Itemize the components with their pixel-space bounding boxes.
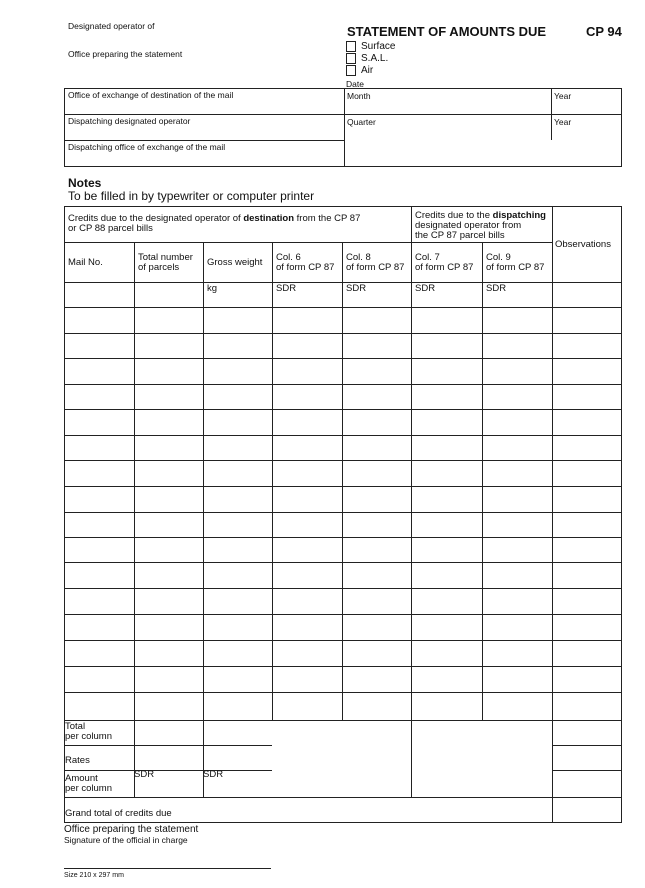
total-per-column-label [65, 722, 112, 742]
form-code: CP 94 [586, 24, 622, 39]
table-row-line [64, 640, 622, 641]
unit-kg: kg [207, 283, 218, 294]
vline-6 [482, 242, 483, 720]
table-row-line [64, 435, 622, 436]
dispatching-office-label: Dispatching office of exchange of the mail [68, 142, 226, 152]
obs-total-line [552, 745, 622, 746]
col7-line1: Col. 7 [415, 252, 440, 263]
footer-size: Size 210 x 297 mm [64, 872, 124, 879]
col-mail-no: Mail No. [68, 257, 103, 268]
group-dest-line2: or CP 88 parcel bills [68, 223, 153, 234]
totals-top-line [64, 720, 622, 721]
unit-sdr-col7: SDR [415, 283, 436, 294]
year2-field[interactable]: Year [554, 117, 572, 127]
col8-line1: Col. 8 [346, 252, 371, 263]
surface-checkbox[interactable] [346, 41, 356, 52]
notes-subtitle: To be filled in by typewriter or computer printer [68, 189, 315, 203]
col-6 [276, 253, 334, 273]
table-row-line [64, 692, 622, 693]
vline-5 [411, 206, 412, 797]
col6-line2: of form CP 87 [276, 262, 335, 273]
amount-per-column-label [65, 774, 112, 794]
col9-line1: Col. 9 [486, 252, 511, 263]
header-bottom-line [64, 282, 622, 283]
table-row-line [64, 486, 622, 487]
air-checkbox[interactable] [346, 65, 356, 76]
vline-3 [272, 242, 273, 720]
amount-line1: Amount [65, 773, 98, 784]
vline-4 [342, 242, 343, 720]
table-row-line [64, 460, 622, 461]
total-line2: per column [65, 731, 112, 742]
unit-sdr-col8: SDR [346, 283, 367, 294]
table-row-line [64, 588, 622, 589]
col-7 [415, 253, 473, 273]
col9-line2: of form CP 87 [486, 262, 545, 273]
group-disp-bold: dispatching [492, 210, 546, 221]
col-gross-weight: Gross weight [207, 257, 263, 268]
total-row-line [64, 745, 272, 746]
group-dest-suffix: from the CP 87 [294, 213, 361, 224]
group-dispatching-header [415, 211, 552, 241]
table-row-line [64, 614, 622, 615]
rates-row-line [64, 770, 272, 771]
col-8 [346, 253, 404, 273]
group-dest-prefix: Credits due to the designated operator of [68, 213, 244, 224]
unit-sdr-col9: SDR [486, 283, 507, 294]
rates-label: Rates [65, 755, 90, 766]
footer-rule [64, 868, 271, 869]
group-disp-line2: designated operator from [415, 220, 522, 231]
total-line1: Total [65, 721, 86, 732]
group-disp-line3: the CP 87 parcel bills [415, 230, 505, 241]
quarter-field[interactable]: Quarter [347, 117, 376, 127]
office-exchange-destination-label: Office of exchange of destination of the mail [68, 90, 234, 100]
grand-total-label: Grand total of credits due [65, 808, 172, 819]
grand-total-line [64, 797, 622, 798]
col6-line1: Col. 6 [276, 252, 301, 263]
year-field[interactable]: Year [554, 91, 572, 101]
vline-2 [203, 242, 204, 797]
obs-rates-line [552, 770, 622, 771]
air-label: Air [361, 65, 374, 76]
surface-label: Surface [361, 41, 396, 52]
credits-table [64, 206, 622, 823]
col-total-line1: Total number [138, 252, 193, 263]
group-disp-prefix: Credits due to the [415, 210, 493, 221]
page-title: STATEMENT OF AMOUNTS DUE [347, 24, 547, 39]
info-divider-2 [64, 140, 345, 141]
table-row-line [64, 512, 622, 513]
info-vdivider-1 [344, 88, 345, 167]
table-row-line [64, 358, 622, 359]
date-label: Date [346, 79, 364, 89]
notes-heading: Notes [68, 176, 102, 190]
amount-sdr-2: SDR [203, 769, 224, 780]
table-row-line [64, 307, 622, 308]
table-row-line [64, 384, 622, 385]
info-vdivider-2 [551, 88, 552, 140]
office-preparing-label: Office preparing the statement [68, 49, 183, 59]
header-group-line [64, 242, 552, 243]
amount-sdr-1: SDR [134, 769, 155, 780]
table-row-line [64, 409, 622, 410]
col7-line2: of form CP 87 [415, 262, 474, 273]
designated-operator-label: Designated operator of [68, 21, 155, 31]
col-total-parcels [138, 253, 193, 273]
sal-label: S.A.L. [361, 53, 389, 64]
group-destination-header [68, 214, 408, 234]
month-field[interactable]: Month [347, 91, 371, 101]
col-9 [486, 253, 544, 273]
footer-office-preparing: Office preparing the statement [64, 824, 199, 835]
dispatching-operator-label: Dispatching designated operator [68, 116, 191, 126]
group-dest-bold: destination [243, 213, 295, 224]
table-row-line [64, 333, 622, 334]
table-row-line [64, 666, 622, 667]
unit-sdr-col6: SDR [276, 283, 297, 294]
table-row-line [64, 537, 622, 538]
vline-1 [134, 242, 135, 797]
amount-line2: per column [65, 783, 112, 794]
vline-7 [552, 206, 553, 823]
observations-header: Observations [555, 239, 611, 250]
col8-line2: of form CP 87 [346, 262, 405, 273]
footer-signature: Signature of the official in charge [64, 835, 188, 845]
col-total-line2: of parcels [138, 262, 180, 273]
table-row-line [64, 562, 622, 563]
info-divider-1 [64, 114, 622, 115]
sal-checkbox[interactable] [346, 53, 356, 64]
